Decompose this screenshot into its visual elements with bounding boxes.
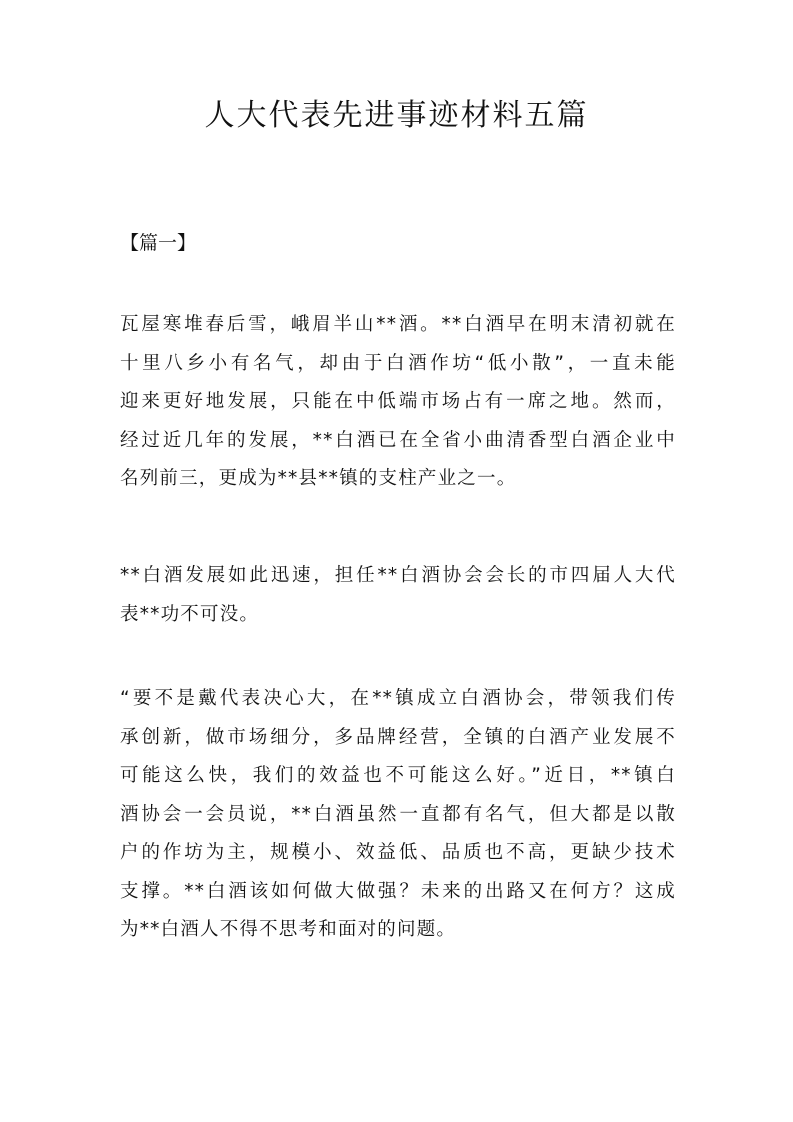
paragraph-line: 十里八乡小有名气，却由于白酒作坊“低小散”，一直未能 bbox=[120, 352, 676, 374]
paragraph-line: “要不是戴代表决心大，在**镇成立白酒协会，带领我们传 bbox=[120, 688, 676, 709]
paragraph-line: 表**功不可没。 bbox=[120, 603, 260, 625]
paragraph-1 bbox=[120, 306, 676, 499]
paragraph-line: 支撑。**白酒该如何做大做强？未来的出路又在何方？这成 bbox=[120, 880, 676, 902]
paragraph-line: 户的作坊为主，规模小、效益低、品质也不高，更缺少技术 bbox=[120, 842, 676, 863]
paragraph-line: **白酒发展如此迅速，担任**白酒协会会长的市四届人大代 bbox=[120, 565, 676, 586]
paragraph-line: 酒协会一会员说，**白酒虽然一直都有名气，但大都是以散 bbox=[120, 803, 676, 825]
paragraph-line: 为**白酒人不得不思考和面对的问题。 bbox=[120, 919, 457, 940]
document-title: 人大代表先进事迹材料五篇 bbox=[204, 98, 589, 133]
paragraph-line: 迎来更好地发展，只能在中低端市场占有一席之地。然而， bbox=[120, 391, 676, 412]
paragraph-line: 经过近几年的发展，**白酒已在全省小曲清香型白酒企业中 bbox=[120, 429, 676, 451]
section-heading: 【篇一】 bbox=[120, 232, 197, 254]
paragraph-line: 名列前三，更成为**县**镇的支柱产业之一。 bbox=[120, 468, 517, 489]
paragraph-3 bbox=[120, 680, 676, 950]
paragraph-line: 瓦屋寒堆春后雪，峨眉半山**酒。**白酒早在明末清初就在 bbox=[120, 314, 676, 335]
paragraph-2 bbox=[120, 557, 676, 634]
paragraph-line: 承创新，做市场细分，多品牌经营，全镇的白酒产业发展不 bbox=[120, 726, 676, 748]
paragraph-line: 可能这么快，我们的效益也不可能这么好。”近日，**镇白 bbox=[120, 765, 676, 786]
